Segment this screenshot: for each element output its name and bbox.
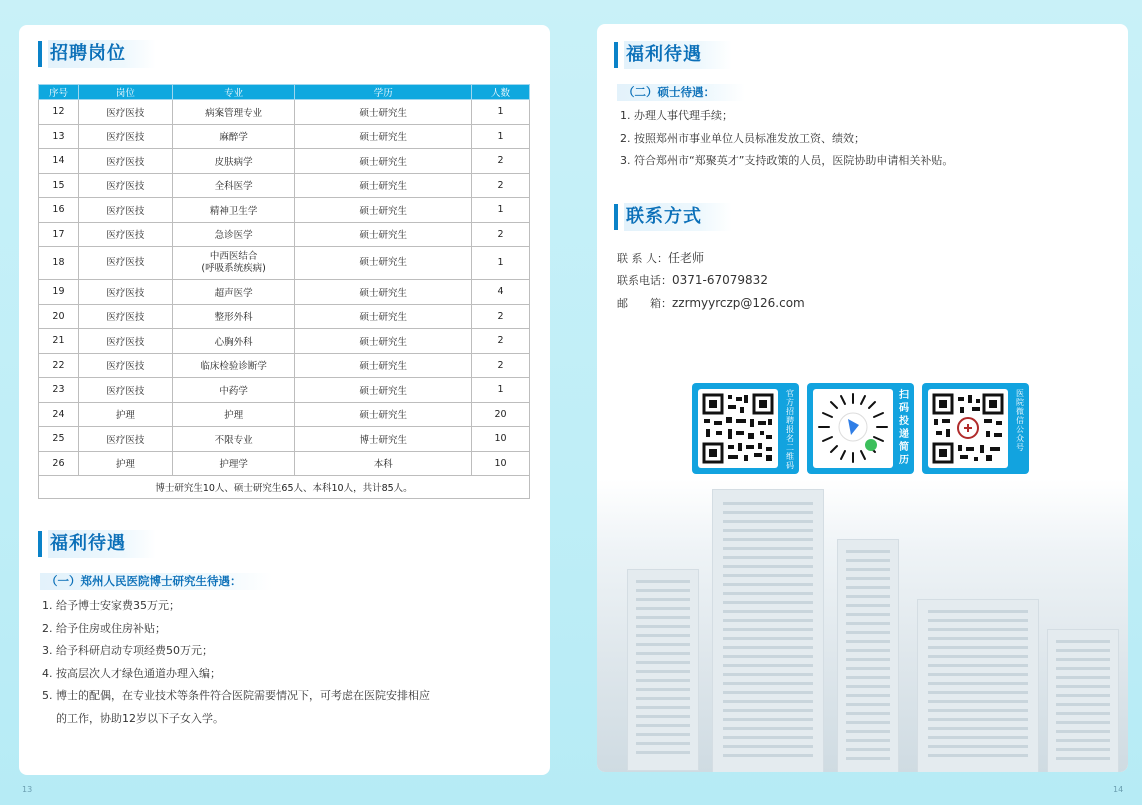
table-cell: 18: [39, 247, 79, 280]
table-cell: 护理: [78, 451, 172, 476]
table-cell: 硕士研究生: [295, 353, 472, 378]
list-item: 4. 按高层次人才绿色通道办理入编；: [42, 666, 221, 680]
list-item: 的工作，协助12岁以下子女入学。: [42, 711, 224, 725]
left-page: [19, 25, 550, 775]
table-cell: 2: [472, 149, 530, 174]
table-cell: 精神卫生学: [172, 198, 295, 223]
table-cell: 医疗医技: [78, 353, 172, 378]
table-cell: 硕士研究生: [295, 222, 472, 247]
table-row: [39, 451, 530, 476]
table-cell: 2: [472, 173, 530, 198]
table-cell: 临床检验诊断学: [172, 353, 295, 378]
list-item: 1. 给予博士安家费35万元；: [42, 599, 180, 612]
table-cell: 1: [472, 100, 530, 125]
list-item: 5. 博士的配偶，在专业技术等条件符合医院需要情况下，可考虑在医院安排相应: [42, 689, 430, 702]
table-cell: 19: [39, 280, 79, 305]
table-cell: 超声医学: [172, 280, 295, 305]
hospital-building-photo: [597, 479, 1128, 772]
table-cell: 1: [472, 378, 530, 403]
qr-code-icon: [698, 389, 778, 468]
positions-table: [38, 84, 530, 499]
list-item: 2. 按照郑州市事业单位人员标准发放工资、绩效；: [620, 131, 865, 145]
doctor-welfare-list: [42, 595, 430, 730]
welfare-title-text: 福利待遇: [48, 530, 156, 558]
table-row: [39, 173, 530, 198]
table-row: [39, 304, 530, 329]
table-row: [39, 353, 530, 378]
table-cell: 硕士研究生: [295, 124, 472, 149]
table-cell: 医疗医技: [78, 100, 172, 125]
doctor-welfare-subheading: （一）郑州人民医院博士研究生待遇：: [40, 573, 272, 590]
master-welfare-subheading: （二）硕士待遇：: [617, 84, 745, 101]
table-row: [39, 124, 530, 149]
contact-email-value: zzrmyyrczp@126.com: [672, 296, 805, 310]
table-cell: 20: [472, 402, 530, 427]
table-row: [39, 329, 530, 354]
table-cell: 中西医结合 (呼吸系统疾病): [172, 247, 295, 280]
table-cell: 医疗医技: [78, 378, 172, 403]
table-cell: 14: [39, 149, 79, 174]
building-shape: [917, 599, 1039, 772]
table-cell: 硕士研究生: [295, 304, 472, 329]
qr-caption: 扫码投递简历: [899, 390, 909, 466]
contact-phone-label: 联系电话：: [617, 274, 672, 287]
building-shape: [627, 569, 699, 771]
contact-person: [617, 249, 704, 266]
table-row: [39, 149, 530, 174]
master-welfare-list: [620, 105, 953, 173]
qr-caption: 医院微信公众号: [1016, 389, 1024, 452]
welfare-title-text: 福利待遇: [624, 41, 732, 69]
table-cell: 护理: [78, 402, 172, 427]
table-cell: 护理: [172, 402, 295, 427]
table-cell: 硕士研究生: [295, 280, 472, 305]
table-cell: 10: [472, 451, 530, 476]
title-accent-bar: [38, 41, 42, 67]
table-cell: 23: [39, 378, 79, 403]
contact-person-value: 任老师: [668, 251, 705, 265]
table-cell: 2: [472, 353, 530, 378]
table-cell: 4: [472, 280, 530, 305]
table-cell: 护理学: [172, 451, 295, 476]
table-cell: 2: [472, 222, 530, 247]
building-shape: [837, 539, 899, 772]
qr-card-resume[interactable]: [807, 383, 914, 474]
contact-email: [617, 295, 805, 311]
table-cell: 医疗医技: [78, 222, 172, 247]
header-cell: 人数: [472, 85, 530, 100]
right-page: [597, 24, 1128, 772]
contact-email-label: 邮 箱：: [617, 297, 672, 310]
table-header-row: [39, 85, 530, 100]
list-item: 3. 符合郑州市“郑聚英才”支持政策的人员，医院协助申请相关补贴。: [620, 154, 954, 167]
qr-card-registration[interactable]: [692, 383, 799, 474]
contact-person-label: 联 系 人：: [617, 252, 668, 265]
table-cell: 硕士研究生: [295, 149, 472, 174]
table-cell: 病案管理专业: [172, 100, 295, 125]
table-cell: 16: [39, 198, 79, 223]
table-cell: 2: [472, 304, 530, 329]
table-cell: 24: [39, 402, 79, 427]
contact-phone-value: 0371-67079832: [672, 273, 768, 287]
building-shape: [1047, 629, 1119, 772]
table-cell: 硕士研究生: [295, 100, 472, 125]
page-number-right: 14: [1113, 785, 1124, 794]
table-row: [39, 247, 530, 280]
page-number-left: 13: [22, 785, 33, 794]
table-cell: 1: [472, 124, 530, 149]
table-row: [39, 402, 530, 427]
table-row: [39, 427, 530, 452]
table-cell: 17: [39, 222, 79, 247]
table-cell: 皮肤病学: [172, 149, 295, 174]
table-cell: 麻醉学: [172, 124, 295, 149]
list-item: 2. 给予住房或住房补贴；: [42, 621, 166, 635]
table-cell: 中药学: [172, 378, 295, 403]
table-cell: 20: [39, 304, 79, 329]
table-cell: 26: [39, 451, 79, 476]
welfare-section-title: [614, 41, 732, 69]
table-cell: 25: [39, 427, 79, 452]
table-cell: 12: [39, 100, 79, 125]
title-accent-bar: [614, 42, 618, 68]
qr-card-wechat[interactable]: [922, 383, 1029, 474]
table-cell: 22: [39, 353, 79, 378]
table-cell: 医疗医技: [78, 149, 172, 174]
header-cell: 岗位: [78, 85, 172, 100]
contact-title-text: 联系方式: [624, 203, 732, 231]
table-cell: 全科医学: [172, 173, 295, 198]
table-row: [39, 378, 530, 403]
title-accent-bar: [38, 531, 42, 557]
table-row: [39, 222, 530, 247]
table-cell: 医疗医技: [78, 124, 172, 149]
table-cell: 本科: [295, 451, 472, 476]
table-total-row: [39, 476, 530, 499]
table-cell: 13: [39, 124, 79, 149]
table-cell: 急诊医学: [172, 222, 295, 247]
qr-code-icon: [928, 389, 1008, 468]
header-cell: 序号: [39, 85, 79, 100]
table-cell: 硕士研究生: [295, 402, 472, 427]
header-cell: 学历: [295, 85, 472, 100]
table-cell: 硕士研究生: [295, 378, 472, 403]
table-cell: 15: [39, 173, 79, 198]
table-cell: 21: [39, 329, 79, 354]
table-cell: 硕士研究生: [295, 247, 472, 280]
table-cell: 1: [472, 198, 530, 223]
table-cell: 医疗医技: [78, 173, 172, 198]
table-cell: 医疗医技: [78, 198, 172, 223]
table-cell: 硕士研究生: [295, 173, 472, 198]
table-cell: 2: [472, 329, 530, 354]
table-cell: 医疗医技: [78, 280, 172, 305]
table-row: [39, 280, 530, 305]
title-accent-bar: [614, 204, 618, 230]
table-cell: 医疗医技: [78, 247, 172, 280]
contact-phone: [617, 272, 768, 288]
welfare-section-title: [38, 530, 156, 558]
contact-section-title: [614, 203, 732, 231]
table-cell: 心胸外科: [172, 329, 295, 354]
table-cell: 10: [472, 427, 530, 452]
table-row: [39, 100, 530, 125]
table-cell: 医疗医技: [78, 427, 172, 452]
total-summary: 博士研究生10人、硕士研究生65人、本科10人，共计85人。: [39, 476, 530, 499]
header-cell: 专业: [172, 85, 295, 100]
recruit-section-title: [38, 40, 156, 68]
table-cell: 医疗医技: [78, 304, 172, 329]
qr-caption: 官方招聘报名二维码: [786, 389, 794, 470]
list-item: 3. 给予科研启动专项经费50万元；: [42, 644, 213, 657]
mini-program-code-icon: [813, 389, 893, 468]
table-cell: 整形外科: [172, 304, 295, 329]
recruit-title-text: 招聘岗位: [48, 40, 156, 68]
table-cell: 博士研究生: [295, 427, 472, 452]
building-shape: [712, 489, 824, 772]
table-cell: 1: [472, 247, 530, 280]
table-cell: 硕士研究生: [295, 198, 472, 223]
table-row: [39, 198, 530, 223]
list-item: 1. 办理人事代理手续；: [620, 109, 733, 122]
table-cell: 医疗医技: [78, 329, 172, 354]
table-cell: 不限专业: [172, 427, 295, 452]
table-cell: 硕士研究生: [295, 329, 472, 354]
